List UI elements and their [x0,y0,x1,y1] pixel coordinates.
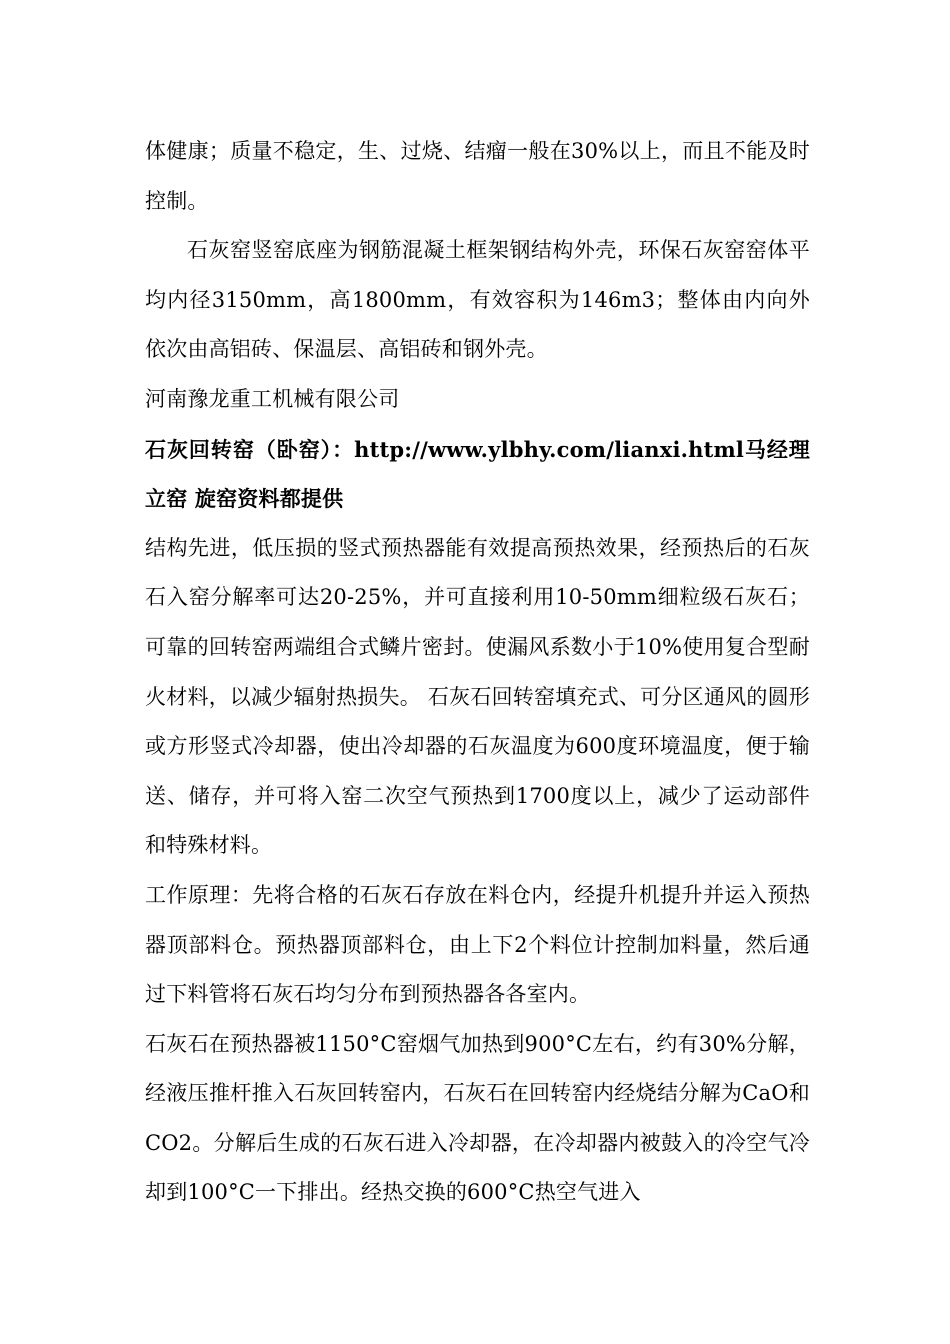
document-body [145,127,810,1218]
paragraph-health-quality: 体健康；质量不稳定，生、过烧、结瘤一般在30%以上，而且不能及时控制。 [145,139,810,213]
paragraph-kiln-structure: 石灰窑竖窑底座为钢筋混凝土框架钢结构外壳，环保石灰窑窑体平均内径3150mm，高1800mm，有效容积为146m3；整体由内向外依次由高铝砖、保温层、高铝砖和钢外壳。 [145,238,810,362]
paragraph-working-principle: 工作原理：先将合格的石灰石存放在料仓内，经提升机提升并运入预热器顶部料仓。预热器顶部料仓，由上下2个料位计控制加料量，然后通过下料管将石灰石均匀分布到预热器各各室内。 [145,882,810,1007]
paragraph-structure-advantages: 结构先进，低压损的竖式预热器能有效提高预热效果，经预热后的石灰石入窑分解率可达20-25%，并可直接利用10-50mm细粒级石灰石；可靠的回转窑两端组合式鳞片密封。使漏风系数小于10%使用复合型耐火材料，以减少辐射热损失。 石灰石回转窑填充式、可分区通风的圆形或方形竖式冷却器，使出冷却器的石灰温度为600度环境温度，便于输送、储存，并可将入窑二次空气预热到1700度以上，减少了运动部件和特殊材料。 [145,535,810,858]
rotary-kiln-heading: 石灰回转窑（卧窑）：http://www.ylbhy.com/lianxi.html马经理立窑 旋窑资料都提供 [145,436,810,512]
company-name: 河南豫龙重工机械有限公司 [145,386,400,411]
paragraph-preheater-process: 石灰石在预热器被1150°C窑烟气加热到900°C左右，约有30%分解，经液压推杆推入石灰回转窑内，石灰石在回转窑内经烧结分解为CaO和CO2。分解后生成的石灰石进入冷却器，在冷却器内被鼓入的冷空气冷却到100°C一下排出。经热交换的600°C热空气进入 [145,1031,810,1205]
